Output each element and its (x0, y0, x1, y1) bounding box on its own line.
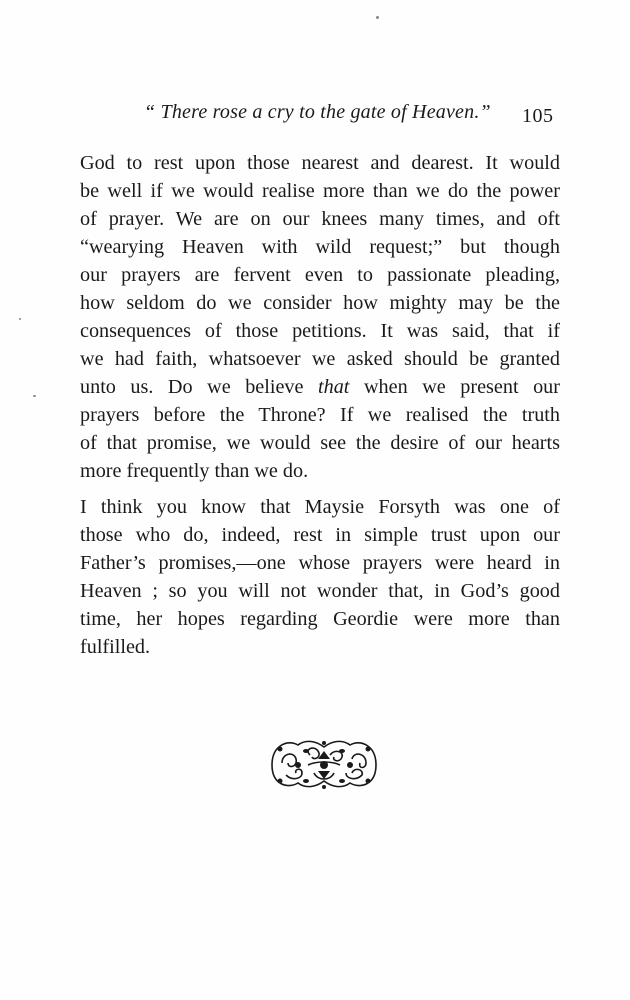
text-line: God to rest upon those nearest and dearest. It would (80, 152, 560, 174)
page-number: 105 (522, 105, 554, 127)
text-line: we had faith, whatsoever we asked should be granted (80, 348, 560, 370)
text-line: be well if we would realise more than we do the power (80, 180, 560, 202)
text-line: those who do, indeed, rest in simple trust upon our (80, 524, 560, 546)
text-line: how seldom do we consider how mighty may be the (80, 292, 560, 314)
paragraph-gap (80, 485, 560, 493)
text-line: Heaven ; so you will not wonder that, in God’s good (80, 580, 560, 602)
print-speck (19, 318, 21, 320)
print-speck (376, 16, 379, 19)
running-head (0, 101, 630, 131)
text-line: our prayers are fervent even to passionate pleading, (80, 264, 560, 286)
text-line: “wearying Heaven with wild request;” but though (80, 236, 560, 258)
emphasized-word: that (318, 376, 350, 398)
running-title: “ There rose a cry to the gate of Heaven.” (144, 101, 491, 123)
text-line: consequences of those petitions. It was said, that if (80, 320, 560, 342)
text-line: of prayer. We are on our knees many times, and oft (80, 208, 560, 230)
print-speck (33, 395, 36, 397)
text-line-with-emphasis (80, 373, 560, 401)
text-fragment: when we present our (363, 376, 560, 398)
text-line: more frequently than we do. (80, 460, 309, 482)
text-line: I think you know that Maysie Forsyth was one of (80, 496, 560, 518)
text-fragment: unto us. Do we believe (80, 376, 304, 398)
text-line: Father’s promises,—one whose prayers were heard in (80, 552, 560, 574)
floral-tailpiece-ornament-icon (268, 735, 380, 793)
body-text (80, 149, 560, 661)
text-line: time, her hopes regarding Geordie were more than (80, 608, 560, 630)
text-line: fulfilled. (80, 636, 151, 658)
text-line: of that promise, we would see the desire of our hearts (80, 432, 560, 454)
text-line: prayers before the Throne? If we realised the truth (80, 404, 560, 426)
